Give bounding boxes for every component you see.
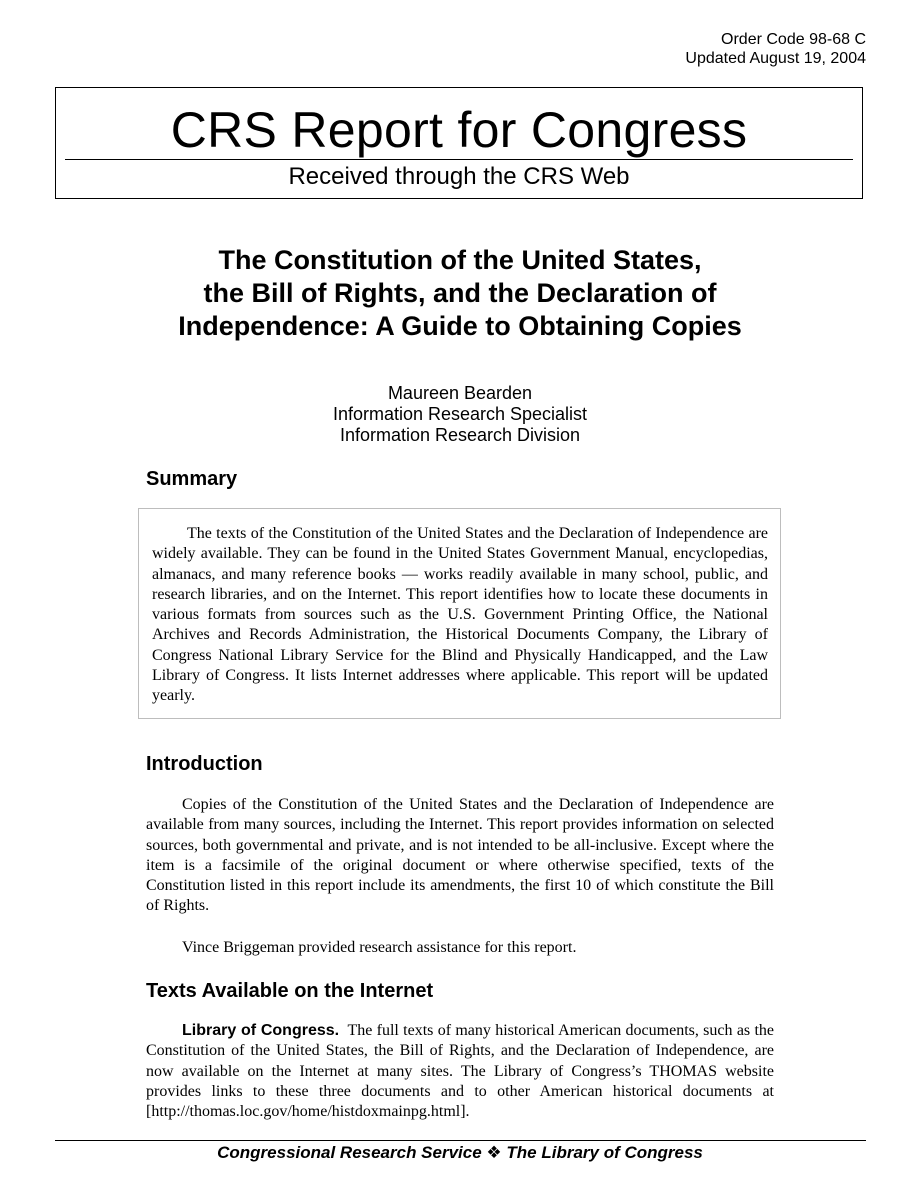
report-title	[100, 244, 820, 343]
footer-crs: Congressional Research Service	[217, 1143, 482, 1162]
banner-subtitle: Received through the CRS Web	[288, 163, 630, 190]
summary-text: The texts of the Constitution of the United States and the Declaration of Independence are widely available. They can be found in the United States Government Manual, encyclopedias, almanacs, and many reference books — works readily available in many school, public, and research libraries, and on the Internet. This report identifies how to locate these documents in various formats from sources such as the U.S. Government Printing Office, the National Archives and Records Administration, the Historical Documents Company, the Library of Congress National Library Service for the Blind and Physically Handicapped, and the Law Library of Congress. It lists Internet addresses where applicable. This report will be updated yearly.	[152, 525, 768, 705]
library-of-congress-paragraph	[146, 1021, 774, 1122]
author-block	[250, 383, 670, 446]
report-banner	[55, 87, 863, 199]
introduction-heading: Introduction	[146, 753, 263, 775]
library-of-congress-text: The full texts of many historical American documents, such as the Constitution of the United States, the Bill of Rights, and the Declaration of Independence, are now available on the Internet at many sites. The Library of Congress’s THOMAS website provides links to these three documents and to other American historical documents at [http://thomas.loc.gov/home/histdoxmainpg.html].	[146, 1022, 775, 1121]
banner-rule	[65, 159, 853, 160]
internet-section-heading: Texts Available on the Internet	[146, 980, 434, 1002]
order-code: Order Code 98-68 C	[721, 31, 866, 48]
footer-rule	[55, 1140, 866, 1141]
summary-heading: Summary	[146, 468, 238, 490]
footer-separator-icon: ❖	[486, 1143, 502, 1162]
author-division: Information Research Division	[339, 425, 581, 445]
library-of-congress-lead: Library of Congress.	[182, 1022, 340, 1039]
author-position: Information Research Specialist	[332, 404, 588, 424]
introduction-paragraph: Copies of the Constitution of the United States and the Declaration of Independence are available from many sources, including the Internet. This report provides information on selected sources, both governmental and private, and is not intended to be all-inclusive. Except where the item is a facsimile of the original document or where otherwise specified, texts of the Constitution listed in this report include its amendments, the first 10 of which constitute the Bill of Rights.	[146, 796, 774, 915]
order-code-block	[685, 30, 866, 68]
summary-box	[138, 508, 781, 719]
report-title-line: the Bill of Rights, and the Declaration of	[203, 278, 717, 308]
footer	[0, 1142, 920, 1164]
updated-date: Updated August 19, 2004	[685, 50, 866, 67]
footer-loc: The Library of Congress	[506, 1143, 703, 1162]
author-name: Maureen Bearden	[387, 383, 533, 403]
report-title-line: Independence: A Guide to Obtaining Copies	[178, 311, 742, 341]
report-title-line: The Constitution of the United States,	[218, 245, 702, 275]
banner-title: CRS Report for Congress	[170, 102, 748, 158]
acknowledgment-paragraph: Vince Briggeman provided research assistance for this report.	[182, 939, 577, 956]
